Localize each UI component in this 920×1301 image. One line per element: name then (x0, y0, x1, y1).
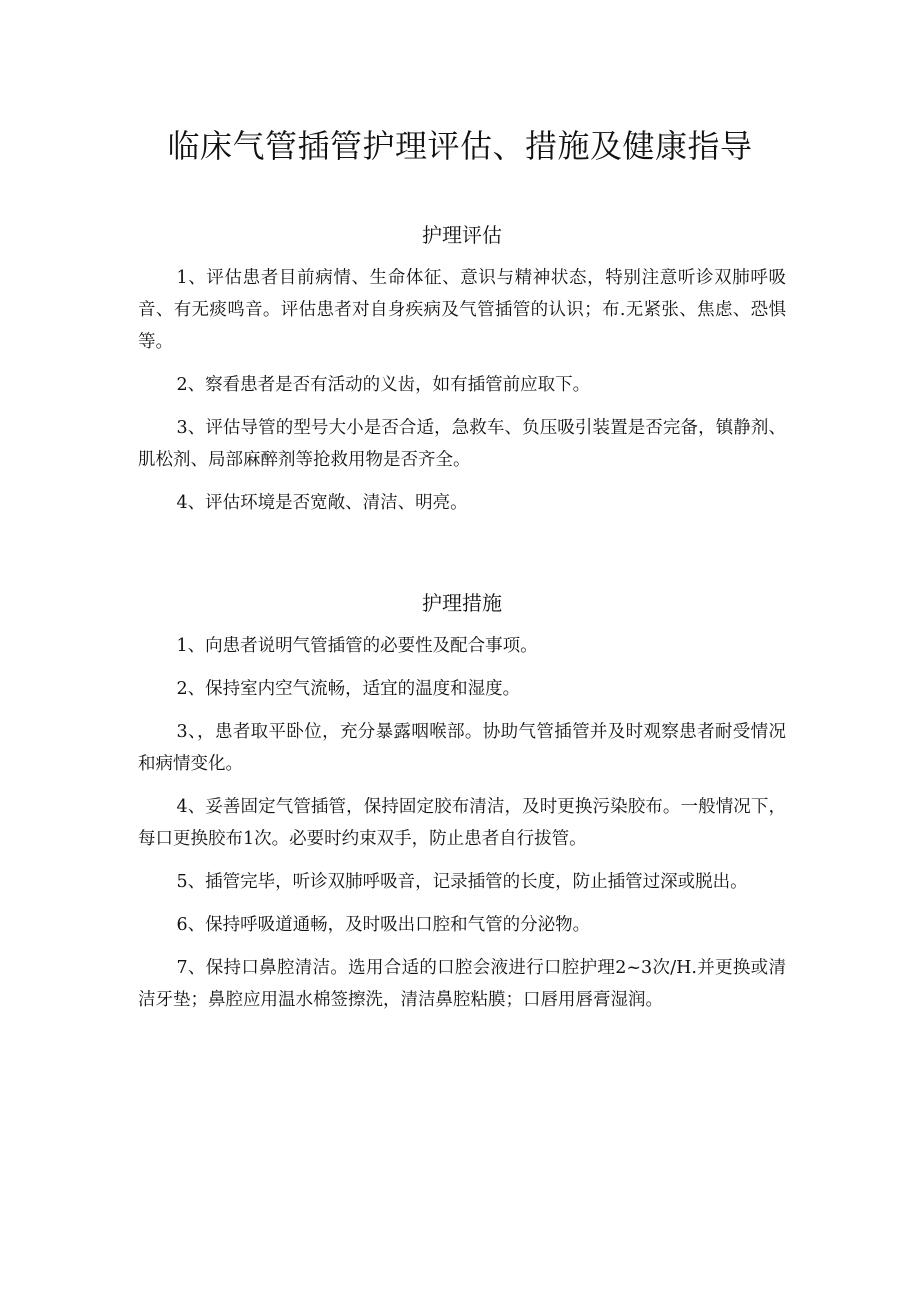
paragraph: 2、保持室内空气流畅，适宜的温度和湿度。 (176, 679, 521, 699)
paragraph: 1、向患者说明气管插管的必要性及配合事项。 (176, 636, 538, 656)
paragraph: 5、插管完毕，听诊双肺呼吸音，记录插管的长度，防止插管过深或脱出。 (176, 872, 748, 892)
section-nursing-assessment (138, 220, 786, 530)
section-heading: 护理评估 (422, 223, 502, 247)
section-heading: 护理措施 (422, 591, 502, 615)
paragraph: 4、评估环境是否宽敞、清洁、明亮。 (176, 493, 468, 513)
paragraph: 3、评估导管的型号大小是否合适，急救车、负压吸引装置是否完备，镇静剂、肌松剂、局部麻醉剂等抢救用物是否齐全。 (138, 418, 786, 470)
paragraph: 4、妥善固定气管插管，保持固定胶布清洁，及时更换污染胶布。一般情况下，每口更换胶布1次。必要时约束双手，防止患者自行拔管。 (138, 797, 786, 849)
paragraph: 3、，患者取平卧位，充分暴露咽喉部。协助气管插管并及时观察患者耐受情况和病情变化。 (138, 722, 786, 774)
paragraph: 2、察看患者是否有活动的义齿，如有插管前应取下。 (176, 375, 591, 395)
document-title: 临床气管插管护理评估、措施及健康指导 (167, 127, 753, 165)
paragraph: 7、保持口鼻腔清洁。选用合适的口腔会液进行口腔护理2~3次/H.并更换或清洁牙垫；鼻腔应用温水棉签擦洗，清洁鼻腔粘膜；口唇用唇膏湿润。 (138, 958, 786, 1010)
section-nursing-measures (138, 588, 786, 1027)
paragraph: 1、评估患者目前病情、生命体征、意识与精神状态，特别注意听诊双肺呼吸音、有无痰鸣音。评估患者对自身疾病及气管插管的认识；布.无紧张、焦虑、恐惧等。 (138, 268, 786, 352)
paragraph: 6、保持呼吸道通畅，及时吸出口腔和气管的分泌物。 (176, 915, 591, 935)
